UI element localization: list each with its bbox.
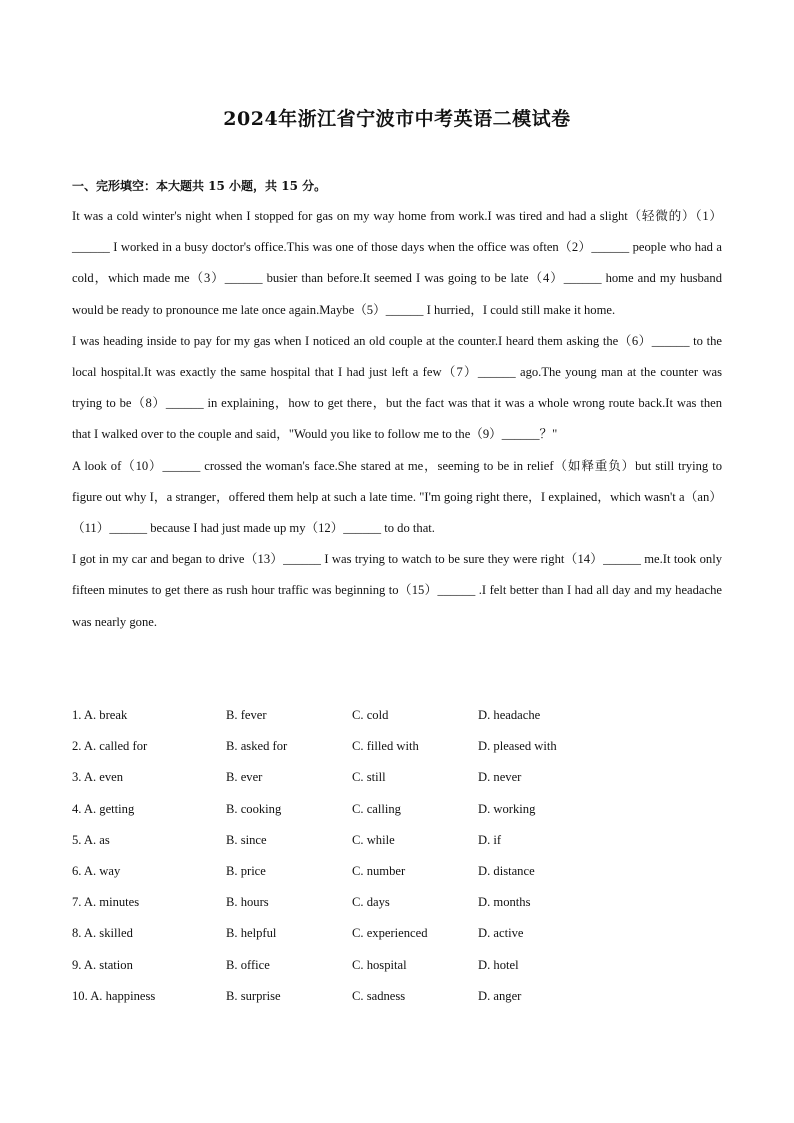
option-c: C. calling: [352, 801, 401, 816]
option-d: D. never: [478, 770, 522, 785]
question-row: [72, 950, 722, 981]
option-b: B. hours: [226, 895, 269, 910]
option-b: B. fever: [226, 708, 267, 722]
option-b: B. surprise: [226, 988, 281, 1003]
option-d: D. distance: [478, 863, 535, 878]
option-d: D. months: [478, 895, 531, 910]
cloze-passage: [72, 201, 722, 638]
question-row: [72, 887, 722, 918]
option-a: 5. A. as: [72, 832, 110, 847]
option-b: B. asked for: [226, 739, 288, 754]
option-a: 7. A. minutes: [72, 895, 140, 910]
option-c: C. still: [352, 770, 386, 785]
option-a: 9. A. station: [72, 957, 133, 972]
option-c: C. experienced: [352, 926, 428, 941]
question-row: [72, 918, 722, 949]
question-row: [72, 794, 722, 825]
section-heading: 一、完形填空：本大题共 15 小题，共 15 分。: [72, 179, 327, 193]
option-b: B. cooking: [226, 801, 282, 816]
question-row: [72, 700, 722, 731]
option-d: D. if: [478, 832, 502, 847]
passage-paragraph: I got in my car and began to drive（13）______ I was trying to watch to be sure they were right（14）______ me.It took only fifteen minutes to get there as rush hour traffic was beginning to（15）______ .I felt better than I had all day and my headache was nearly gone.: [72, 552, 722, 629]
option-c: C. days: [352, 895, 390, 910]
option-a: 8. A. skilled: [72, 926, 133, 941]
option-a: 4. A. getting: [72, 801, 135, 816]
option-d: D. anger: [478, 988, 522, 1003]
option-a: 3. A. even: [72, 770, 124, 785]
passage-paragraph: I was heading inside to pay for my gas when I noticed an old couple at the counter.I heard them asking the（6）______ to the local hospital.It was exactly the same hospital that I had just left a few（7）______ ago.The young man at the counter was trying to be（8）______ in explaining，how to get there，but the fact was that it was a whole wrong route back.It was then that I walked over to the couple and said，"Would you like to follow me to the（9）______？": [72, 333, 722, 442]
option-a: 2. A. called for: [72, 739, 148, 754]
question-row: [72, 762, 722, 793]
question-row: [72, 825, 722, 856]
option-d: D. headache: [478, 708, 541, 722]
option-c: C. hospital: [352, 957, 407, 972]
option-c: C. while: [352, 832, 395, 847]
option-b: B. price: [226, 863, 266, 878]
passage-paragraph: It was a cold winter's night when I stopped for gas on my way home from work.I was tired and had a slight（轻微的）（1）______ I worked in a busy doctor's office.This was one of those days when the office was often（2）______ people who had a cold，which made me（3）______ busier than before.It seemed I was going to be late（4）______ home and my husband would be ready to pronounce me late once again.Maybe（5）______ I hurried，I could still make it home.: [72, 209, 722, 317]
question-row: [72, 856, 722, 887]
option-d: D. hotel: [478, 957, 519, 972]
option-b: B. ever: [226, 770, 263, 785]
option-b: B. helpful: [226, 926, 277, 941]
page-title: 2024年浙江省宁波市中考英语二模试卷: [223, 108, 571, 130]
option-c: C. cold: [352, 708, 389, 722]
option-d: D. pleased with: [478, 739, 557, 754]
option-a: 1. A. break: [72, 708, 128, 722]
option-d: D. active: [478, 926, 524, 941]
option-c: C. sadness: [352, 988, 406, 1003]
question-row: [72, 731, 722, 762]
option-a: 10. A. happiness: [72, 988, 156, 1003]
option-a: 6. A. way: [72, 863, 121, 878]
option-c: C. filled with: [352, 739, 419, 754]
option-b: B. office: [226, 957, 270, 972]
option-b: B. since: [226, 832, 267, 847]
option-c: C. number: [352, 863, 406, 878]
passage-paragraph: A look of（10）______ crossed the woman's face.She stared at me，seeming to be in relief（如释重负）but still trying to figure out why I，a stranger，offered them help at such a late time. "I'm going right there，I explained，which wasn't a（an）（11）______ because I had just made up my（12）______ to do that.: [72, 458, 722, 536]
answer-options: [72, 700, 722, 1012]
option-d: D. working: [478, 801, 536, 816]
question-row: [72, 981, 722, 1012]
